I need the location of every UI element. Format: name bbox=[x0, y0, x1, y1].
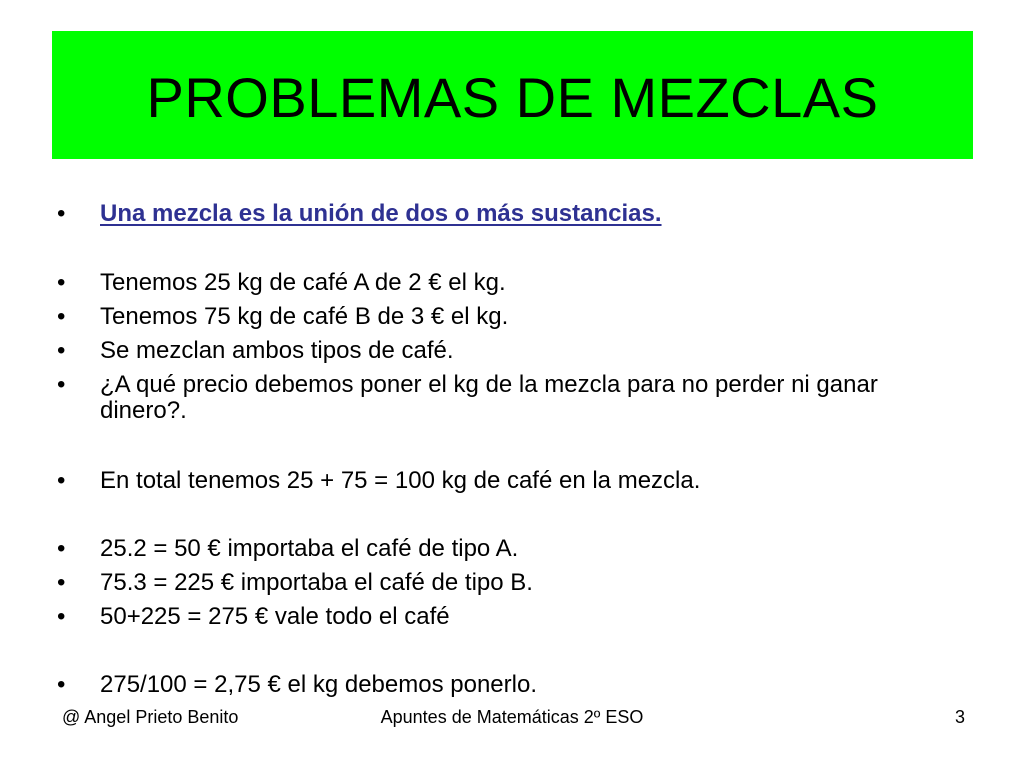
bullet-text: Tenemos 25 kg de café A de 2 € el kg. bbox=[100, 269, 506, 296]
bullet-text: En total tenemos 25 + 75 = 100 kg de café en la mezcla. bbox=[100, 467, 701, 494]
bullet-marker: • bbox=[57, 337, 66, 364]
bullet-text: Se mezclan ambos tipos de café. bbox=[100, 337, 454, 364]
footer-author: @ Angel Prieto Benito bbox=[62, 707, 239, 727]
bullet-text: 25.2 = 50 € importaba el café de tipo A. bbox=[100, 535, 519, 562]
bullet-item bbox=[57, 372, 967, 424]
footer-page-number: 3 bbox=[955, 707, 966, 727]
bullet-marker: • bbox=[57, 200, 66, 227]
bullet-item bbox=[57, 672, 967, 698]
bullet-definition bbox=[57, 201, 967, 227]
bullet-item bbox=[57, 468, 967, 494]
bullet-marker: • bbox=[57, 269, 66, 296]
bullet-marker: • bbox=[57, 603, 66, 630]
bullet-item bbox=[57, 604, 967, 630]
bullet-marker: • bbox=[57, 535, 66, 562]
bullet-text: 50+225 = 275 € vale todo el café bbox=[100, 603, 450, 630]
bullet-item bbox=[57, 270, 967, 296]
bullet-item bbox=[57, 338, 967, 364]
bullet-marker: • bbox=[57, 671, 66, 698]
bullet-text: Tenemos 75 kg de café B de 3 € el kg. bbox=[100, 303, 509, 330]
bullet-item bbox=[57, 304, 967, 330]
bullet-text: ¿A qué precio debemos poner el kg de la mezcla para no perder ni ganar dinero?. bbox=[100, 371, 878, 424]
slide-title: PROBLEMAS DE MEZCLAS bbox=[146, 66, 879, 129]
bullet-marker: • bbox=[57, 371, 66, 398]
bullet-text: 75.3 = 225 € importaba el café de tipo B. bbox=[100, 569, 533, 596]
bullet-item bbox=[57, 536, 967, 562]
footer-course: Apuntes de Matemáticas 2º ESO bbox=[380, 707, 644, 727]
bullet-text: 275/100 = 2,75 € el kg debemos ponerlo. bbox=[100, 671, 537, 698]
bullet-item bbox=[57, 570, 967, 596]
bullet-marker: • bbox=[57, 467, 66, 494]
bullet-marker: • bbox=[57, 303, 66, 330]
bullet-marker: • bbox=[57, 569, 66, 596]
bullet-text: Una mezcla es la unión de dos o más sustancias. bbox=[100, 200, 662, 227]
